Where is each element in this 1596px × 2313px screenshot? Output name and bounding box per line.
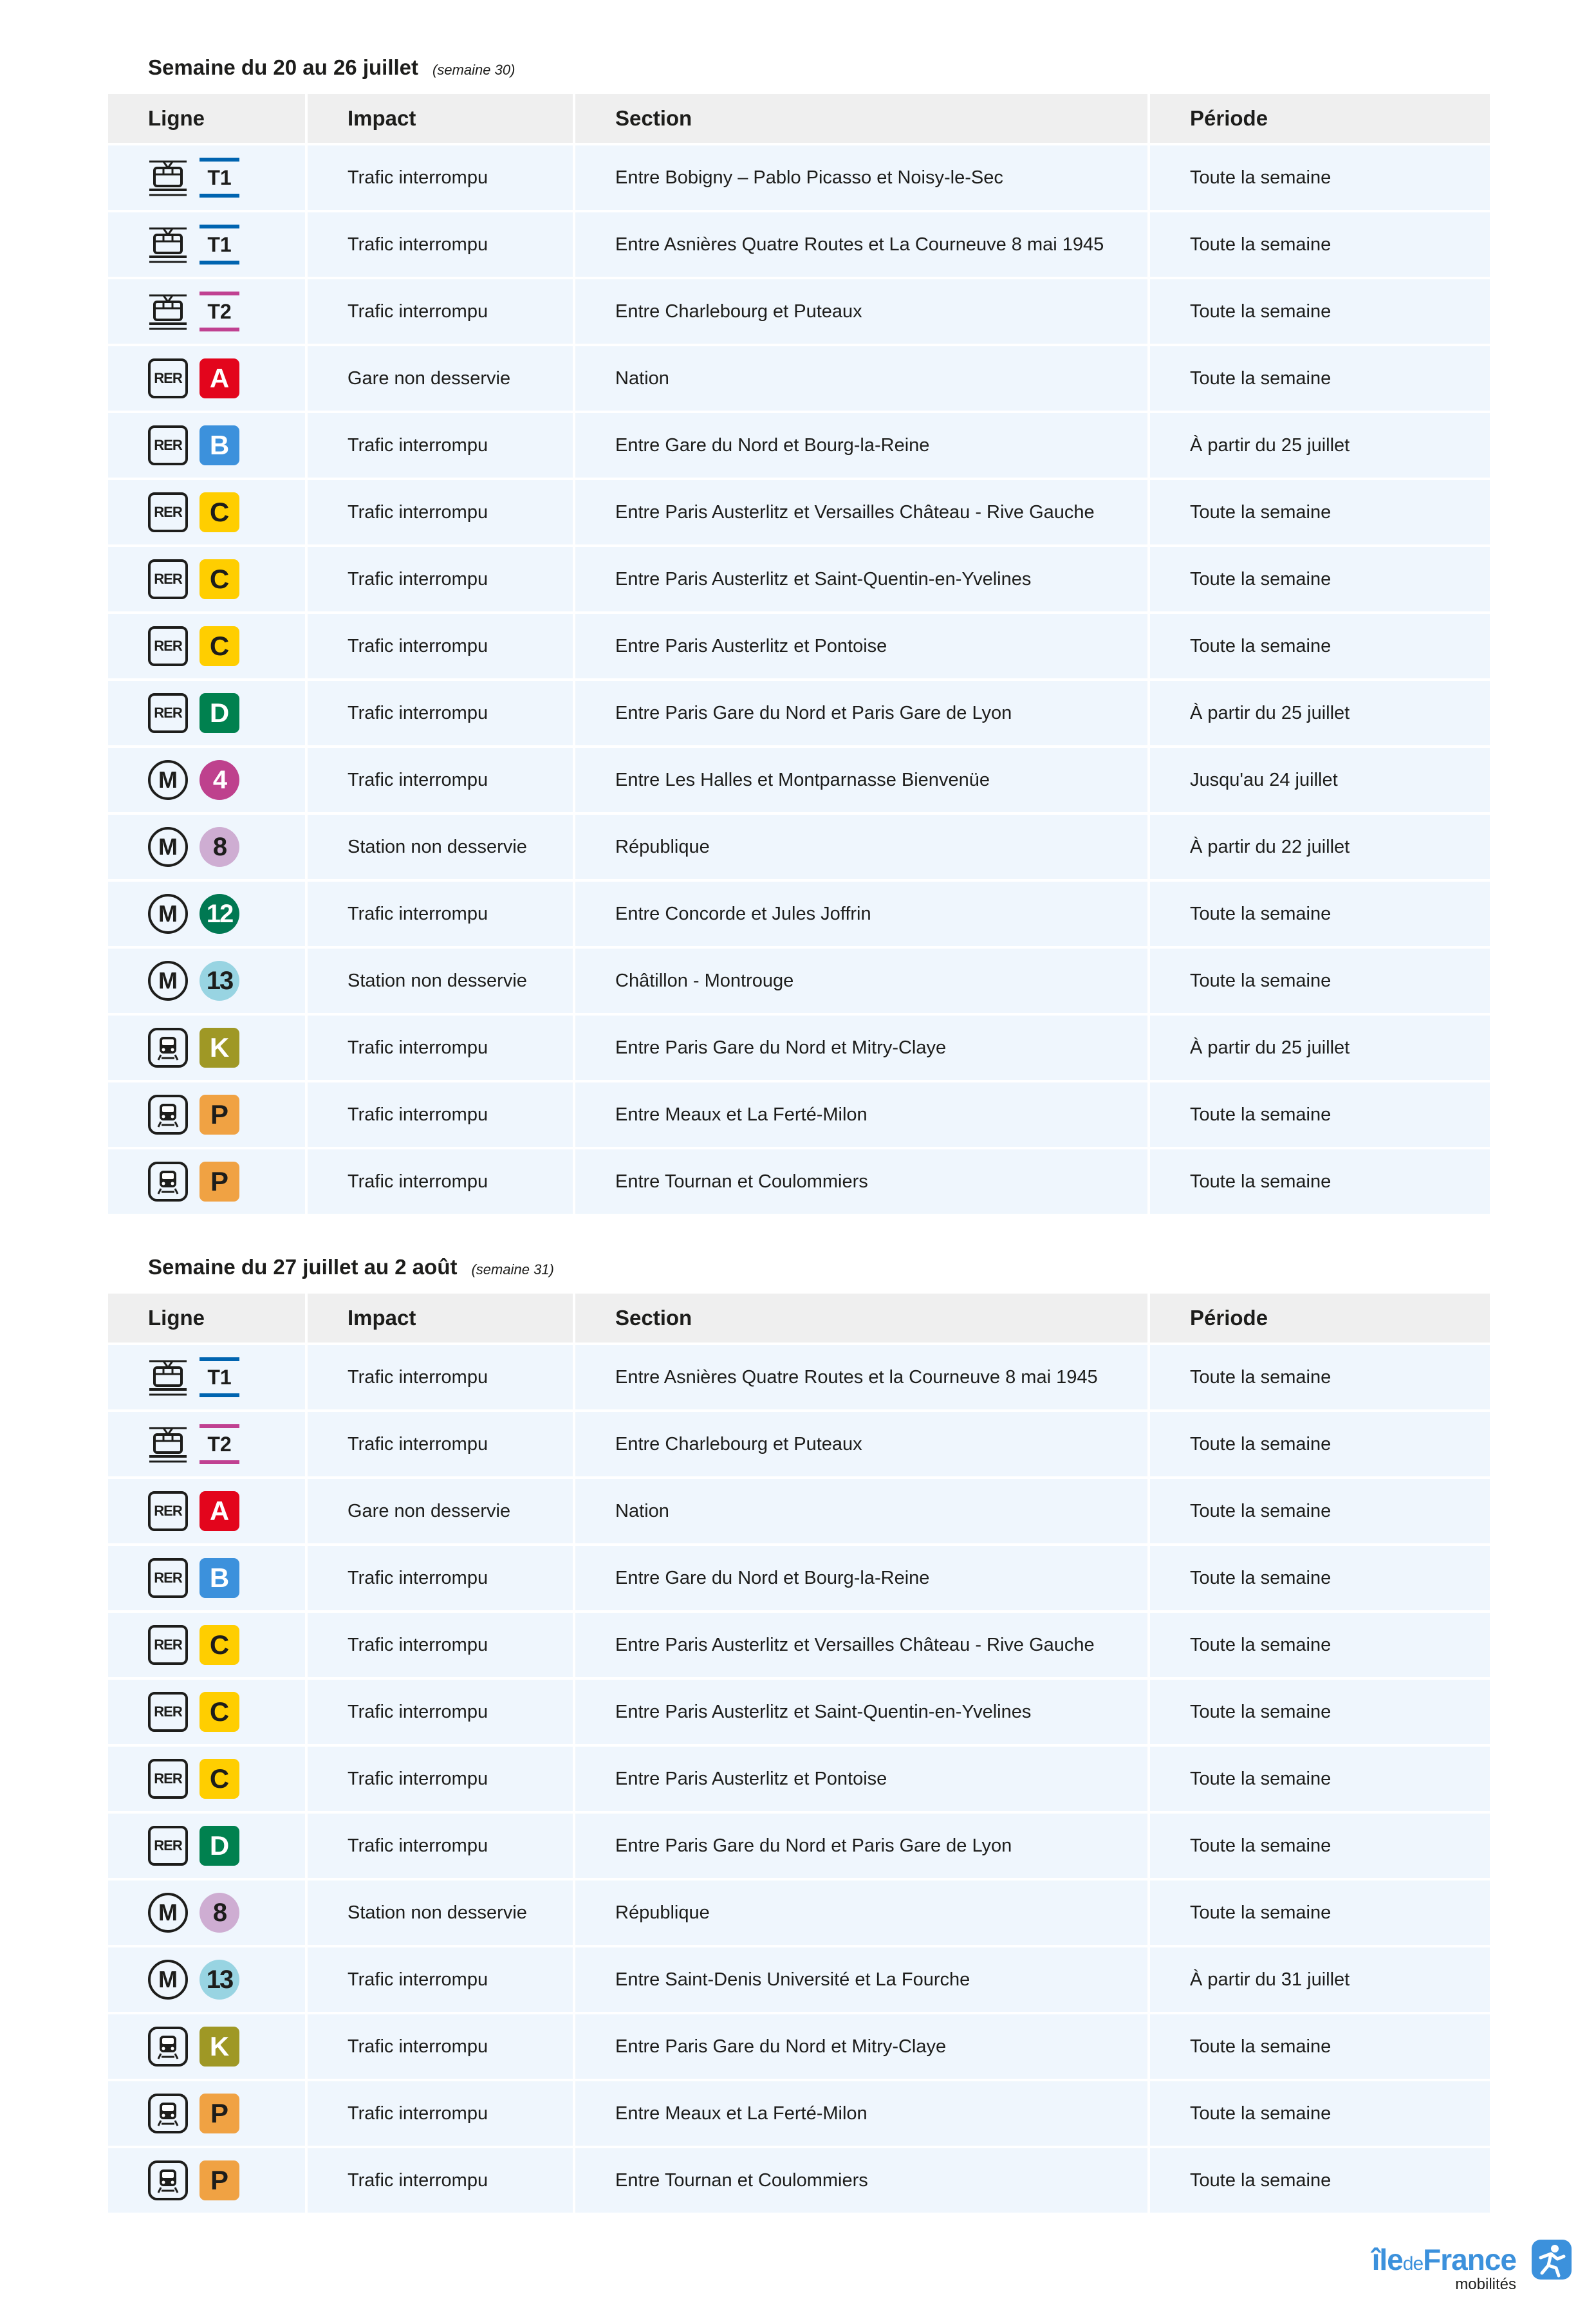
line-cell	[108, 815, 308, 882]
metro-icon: M	[148, 1960, 188, 2000]
table-row	[108, 547, 1490, 614]
table-header-row	[108, 94, 1490, 145]
section-cell: Châtillon - Montrouge	[575, 949, 1150, 1016]
period-cell: Jusqu'au 24 juillet	[1150, 748, 1490, 815]
line-badge-t1: T1	[200, 1357, 239, 1397]
train-icon	[148, 1028, 188, 1068]
table-row	[108, 2014, 1490, 2081]
period-cell: Toute la semaine	[1150, 949, 1490, 1016]
impact-cell: Trafic interrompu	[308, 145, 575, 212]
section-cell: Entre Paris Austerlitz et Versailles Château - Rive Gauche	[575, 480, 1150, 547]
week-2-rows	[108, 1345, 1490, 2215]
impact-cell: Trafic interrompu	[308, 1149, 575, 1216]
line-badge-a: A	[200, 358, 239, 398]
impact-cell: Trafic interrompu	[308, 748, 575, 815]
table-row	[108, 480, 1490, 547]
table-row	[108, 681, 1490, 748]
line-badge-c: C	[200, 626, 239, 666]
line-badge-k: K	[200, 1028, 239, 1068]
line-cell	[108, 480, 308, 547]
line-badge-13: 13	[200, 1960, 239, 2000]
line-cell	[108, 949, 308, 1016]
week-2-heading	[148, 1255, 554, 1279]
line-cell	[108, 614, 308, 681]
line-cell	[108, 1680, 308, 1747]
table-row	[108, 1149, 1490, 1216]
week-2-number: (semaine 31)	[471, 1261, 554, 1277]
line-badge-t1: T1	[200, 158, 239, 198]
section-cell: Entre Charlebourg et Puteaux	[575, 1412, 1150, 1479]
impact-cell: Trafic interrompu	[308, 1747, 575, 1814]
period-cell: À partir du 25 juillet	[1150, 413, 1490, 480]
line-badge-13: 13	[200, 961, 239, 1001]
table-row	[108, 1345, 1490, 1412]
line-cell	[108, 212, 308, 279]
period-cell: Toute la semaine	[1150, 614, 1490, 681]
period-cell: Toute la semaine	[1150, 1149, 1490, 1216]
line-cell	[108, 748, 308, 815]
table-row	[108, 949, 1490, 1016]
period-cell: Toute la semaine	[1150, 882, 1490, 949]
table-row	[108, 2081, 1490, 2148]
tram-icon	[148, 225, 188, 265]
line-cell	[108, 1947, 308, 2014]
line-cell	[108, 1082, 308, 1149]
impact-cell: Trafic interrompu	[308, 547, 575, 614]
impact-cell: Trafic interrompu	[308, 1412, 575, 1479]
period-cell: À partir du 31 juillet	[1150, 1947, 1490, 2014]
table-row	[108, 1680, 1490, 1747]
line-cell	[108, 1479, 308, 1546]
period-cell: Toute la semaine	[1150, 1814, 1490, 1881]
section-cell: Entre Paris Austerlitz et Saint-Quentin-en-Yvelines	[575, 547, 1150, 614]
col-header-impact: Impact	[308, 94, 575, 145]
line-cell	[108, 1016, 308, 1082]
train-icon	[148, 2027, 188, 2067]
line-badge-b: B	[200, 1558, 239, 1598]
col-header-ligne: Ligne	[108, 1294, 308, 1345]
impact-cell: Trafic interrompu	[308, 681, 575, 748]
col-header-impact: Impact	[308, 1294, 575, 1345]
brand-name: îledeFrance	[1371, 2243, 1516, 2276]
section-cell: Entre Gare du Nord et Bourg-la-Reine	[575, 1546, 1150, 1613]
impact-cell: Trafic interrompu	[308, 212, 575, 279]
table-row	[108, 1814, 1490, 1881]
line-badge-c: C	[200, 1759, 239, 1799]
line-badge-k: K	[200, 2027, 239, 2067]
line-cell	[108, 413, 308, 480]
period-cell: Toute la semaine	[1150, 1546, 1490, 1613]
line-cell	[108, 1881, 308, 1947]
line-badge-d: D	[200, 693, 239, 733]
tram-icon	[148, 1424, 188, 1464]
line-cell	[108, 1747, 308, 1814]
line-badge-c: C	[200, 492, 239, 532]
section-cell: République	[575, 815, 1150, 882]
period-cell: Toute la semaine	[1150, 480, 1490, 547]
table-row	[108, 1947, 1490, 2014]
table-row	[108, 1881, 1490, 1947]
section-cell: Entre Paris Gare du Nord et Paris Gare de Lyon	[575, 1814, 1150, 1881]
impact-cell: Trafic interrompu	[308, 1947, 575, 2014]
line-badge-4: 4	[200, 760, 239, 800]
table-row	[108, 413, 1490, 480]
col-header-section: Section	[575, 1294, 1150, 1345]
impact-cell: Gare non desservie	[308, 1479, 575, 1546]
rer-icon: RER	[148, 1491, 188, 1531]
period-cell: Toute la semaine	[1150, 547, 1490, 614]
brand-subtitle: mobilités	[1455, 2276, 1516, 2293]
table-row	[108, 212, 1490, 279]
rer-icon: RER	[148, 559, 188, 599]
brand-mark-icon	[1532, 2240, 1572, 2280]
line-cell	[108, 279, 308, 346]
col-header-periode: Période	[1150, 1294, 1490, 1345]
metro-icon: M	[148, 894, 188, 934]
impact-cell: Trafic interrompu	[308, 279, 575, 346]
section-cell: Entre Concorde et Jules Joffrin	[575, 882, 1150, 949]
period-cell: Toute la semaine	[1150, 1412, 1490, 1479]
period-cell: Toute la semaine	[1150, 1345, 1490, 1412]
line-cell	[108, 1412, 308, 1479]
tram-icon	[148, 292, 188, 331]
metro-icon: M	[148, 827, 188, 867]
table-row	[108, 346, 1490, 413]
impact-cell: Station non desservie	[308, 1881, 575, 1947]
impact-cell: Trafic interrompu	[308, 614, 575, 681]
rer-icon: RER	[148, 1692, 188, 1732]
week-1-rows	[108, 145, 1490, 1216]
period-cell: Toute la semaine	[1150, 2148, 1490, 2215]
section-cell: Entre Paris Austerlitz et Pontoise	[575, 1747, 1150, 1814]
impact-cell: Trafic interrompu	[308, 1814, 575, 1881]
section-cell: Entre Paris Gare du Nord et Paris Gare de Lyon	[575, 681, 1150, 748]
period-cell: Toute la semaine	[1150, 2014, 1490, 2081]
line-badge-t2: T2	[200, 1424, 239, 1464]
section-cell: Entre Bobigny – Pablo Picasso et Noisy-le-Sec	[575, 145, 1150, 212]
col-header-section: Section	[575, 94, 1150, 145]
line-cell	[108, 1345, 308, 1412]
tram-icon	[148, 1357, 188, 1397]
line-badge-8: 8	[200, 1893, 239, 1933]
week-1-table	[108, 94, 1490, 1216]
line-badge-8: 8	[200, 827, 239, 867]
line-cell	[108, 1814, 308, 1881]
impact-cell: Trafic interrompu	[308, 1345, 575, 1412]
table-row	[108, 1747, 1490, 1814]
metro-icon: M	[148, 760, 188, 800]
period-cell: Toute la semaine	[1150, 1479, 1490, 1546]
table-row	[108, 1613, 1490, 1680]
line-badge-t1: T1	[200, 225, 239, 265]
impact-cell: Trafic interrompu	[308, 2081, 575, 2148]
impact-cell: Trafic interrompu	[308, 1082, 575, 1149]
table-row	[108, 614, 1490, 681]
table-row	[108, 748, 1490, 815]
rer-icon: RER	[148, 1558, 188, 1598]
period-cell: Toute la semaine	[1150, 1747, 1490, 1814]
impact-cell: Trafic interrompu	[308, 2148, 575, 2215]
period-cell: Toute la semaine	[1150, 279, 1490, 346]
period-cell: À partir du 25 juillet	[1150, 681, 1490, 748]
impact-cell: Trafic interrompu	[308, 1546, 575, 1613]
line-cell	[108, 681, 308, 748]
line-cell	[108, 1546, 308, 1613]
week-1-heading	[148, 55, 515, 80]
train-icon	[148, 1162, 188, 1202]
table-row	[108, 882, 1490, 949]
impact-cell: Station non desservie	[308, 949, 575, 1016]
line-badge-12: 12	[200, 894, 239, 934]
period-cell: Toute la semaine	[1150, 1881, 1490, 1947]
section-cell: Entre Paris Gare du Nord et Mitry-Claye	[575, 1016, 1150, 1082]
section-cell: Entre Asnières Quatre Routes et la Courneuve 8 mai 1945	[575, 1345, 1150, 1412]
rer-icon: RER	[148, 626, 188, 666]
period-cell: Toute la semaine	[1150, 346, 1490, 413]
period-cell: Toute la semaine	[1150, 2081, 1490, 2148]
rer-icon: RER	[148, 1759, 188, 1799]
line-badge-c: C	[200, 559, 239, 599]
section-cell: Entre Paris Austerlitz et Versailles Château - Rive Gauche	[575, 1613, 1150, 1680]
line-cell	[108, 2148, 308, 2215]
line-badge-c: C	[200, 1692, 239, 1732]
week-2-title: Semaine du 27 juillet au 2 août	[148, 1255, 458, 1279]
impact-cell: Trafic interrompu	[308, 1613, 575, 1680]
line-cell	[108, 2081, 308, 2148]
impact-cell: Station non desservie	[308, 815, 575, 882]
line-badge-t2: T2	[200, 292, 239, 331]
line-badge-b: B	[200, 425, 239, 465]
impact-cell: Trafic interrompu	[308, 1680, 575, 1747]
week-1-number: (semaine 30)	[432, 62, 515, 78]
period-cell: Toute la semaine	[1150, 1680, 1490, 1747]
section-cell: Entre Tournan et Coulommiers	[575, 2148, 1150, 2215]
impact-cell: Trafic interrompu	[308, 1016, 575, 1082]
line-cell	[108, 346, 308, 413]
period-cell: À partir du 25 juillet	[1150, 1016, 1490, 1082]
section-cell: Entre Meaux et La Ferté-Milon	[575, 2081, 1150, 2148]
table-row	[108, 815, 1490, 882]
ile-de-france-mobilites-logo	[1349, 2236, 1581, 2294]
line-cell	[108, 1613, 308, 1680]
line-cell	[108, 882, 308, 949]
impact-cell: Gare non desservie	[308, 346, 575, 413]
train-icon	[148, 2094, 188, 2133]
table-row	[108, 1479, 1490, 1546]
week-2-table	[108, 1294, 1490, 2215]
section-cell: Entre Meaux et La Ferté-Milon	[575, 1082, 1150, 1149]
section-cell: Nation	[575, 1479, 1150, 1546]
table-row	[108, 279, 1490, 346]
table-row	[108, 1016, 1490, 1082]
tram-icon	[148, 158, 188, 198]
col-header-ligne: Ligne	[108, 94, 308, 145]
section-cell: Entre Charlebourg et Puteaux	[575, 279, 1150, 346]
section-cell: Entre Paris Gare du Nord et Mitry-Claye	[575, 2014, 1150, 2081]
impact-cell: Trafic interrompu	[308, 2014, 575, 2081]
section-cell: Entre Paris Austerlitz et Saint-Quentin-en-Yvelines	[575, 1680, 1150, 1747]
section-cell: République	[575, 1881, 1150, 1947]
table-row	[108, 145, 1490, 212]
section-cell: Entre Paris Austerlitz et Pontoise	[575, 614, 1150, 681]
rer-icon: RER	[148, 1826, 188, 1866]
line-cell	[108, 145, 308, 212]
line-badge-p: P	[200, 1095, 239, 1135]
table-row	[108, 1412, 1490, 1479]
table-header-row	[108, 1294, 1490, 1345]
table-row	[108, 2148, 1490, 2215]
rer-icon: RER	[148, 358, 188, 398]
section-cell: Entre Asnières Quatre Routes et La Courneuve 8 mai 1945	[575, 212, 1150, 279]
col-header-periode: Période	[1150, 94, 1490, 145]
impact-cell: Trafic interrompu	[308, 882, 575, 949]
section-cell: Entre Saint-Denis Université et La Fourche	[575, 1947, 1150, 2014]
line-badge-c: C	[200, 1625, 239, 1665]
period-cell: À partir du 22 juillet	[1150, 815, 1490, 882]
line-badge-p: P	[200, 2094, 239, 2133]
section-cell: Entre Tournan et Coulommiers	[575, 1149, 1150, 1216]
rer-icon: RER	[148, 492, 188, 532]
line-badge-p: P	[200, 1162, 239, 1202]
table-row	[108, 1082, 1490, 1149]
line-badge-d: D	[200, 1826, 239, 1866]
impact-cell: Trafic interrompu	[308, 480, 575, 547]
rer-icon: RER	[148, 1625, 188, 1665]
period-cell: Toute la semaine	[1150, 1613, 1490, 1680]
line-badge-p: P	[200, 2160, 239, 2200]
line-cell	[108, 2014, 308, 2081]
period-cell: Toute la semaine	[1150, 212, 1490, 279]
impact-cell: Trafic interrompu	[308, 413, 575, 480]
section-cell: Entre Gare du Nord et Bourg-la-Reine	[575, 413, 1150, 480]
train-icon	[148, 1095, 188, 1135]
metro-icon: M	[148, 961, 188, 1001]
period-cell: Toute la semaine	[1150, 145, 1490, 212]
metro-icon: M	[148, 1893, 188, 1933]
line-cell	[108, 547, 308, 614]
rer-icon: RER	[148, 425, 188, 465]
section-cell: Entre Les Halles et Montparnasse Bienvenüe	[575, 748, 1150, 815]
rer-icon: RER	[148, 693, 188, 733]
train-icon	[148, 2160, 188, 2200]
table-row	[108, 1546, 1490, 1613]
line-cell	[108, 1149, 308, 1216]
section-cell: Nation	[575, 346, 1150, 413]
week-1-title: Semaine du 20 au 26 juillet	[148, 55, 418, 79]
line-badge-a: A	[200, 1491, 239, 1531]
period-cell: Toute la semaine	[1150, 1082, 1490, 1149]
